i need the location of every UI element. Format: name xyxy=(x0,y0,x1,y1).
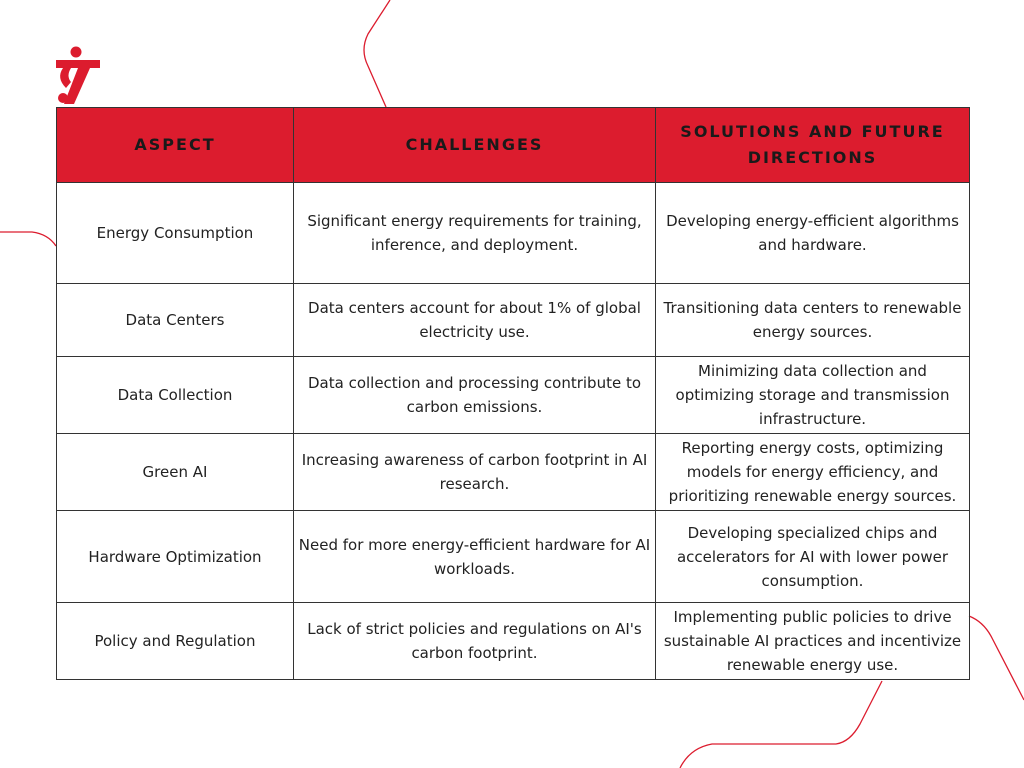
aspect-cell: Policy and Regulation xyxy=(57,603,294,680)
aspect-cell: Energy Consumption xyxy=(57,183,294,284)
carbon-footprint-table xyxy=(56,107,970,680)
table-row xyxy=(57,603,970,680)
challenge-cell: Lack of strict policies and regulations on AI's carbon footprint. xyxy=(294,603,656,680)
decor-line-left xyxy=(0,232,56,246)
table-header-row xyxy=(57,108,970,183)
aspect-cell: Hardware Optimization xyxy=(57,511,294,603)
column-header-solutions: SOLUTIONS AND FUTURE DIRECTIONS xyxy=(656,108,970,183)
column-header-aspect: ASPECT xyxy=(57,108,294,183)
challenge-cell: Data centers account for about 1% of global electricity use. xyxy=(294,284,656,357)
table-row xyxy=(57,284,970,357)
solution-cell: Reporting energy costs, optimizing models for energy efficiency, and prioritizing renewable energy sources. xyxy=(656,434,970,511)
table-row xyxy=(57,357,970,434)
challenge-cell: Significant energy requirements for training, inference, and deployment. xyxy=(294,183,656,284)
challenge-cell: Need for more energy-efficient hardware for AI workloads. xyxy=(294,511,656,603)
decor-line-top xyxy=(364,0,390,107)
brand-logo-icon xyxy=(54,46,104,106)
solution-cell: Minimizing data collection and optimizing storage and transmission infrastructure. xyxy=(656,357,970,434)
challenge-cell: Increasing awareness of carbon footprint in AI research. xyxy=(294,434,656,511)
column-header-challenges: CHALLENGES xyxy=(294,108,656,183)
solution-cell: Transitioning data centers to renewable energy sources. xyxy=(656,284,970,357)
decor-line-bottom xyxy=(680,681,882,768)
aspect-cell: Data Centers xyxy=(57,284,294,357)
solution-cell: Developing energy-efficient algorithms and hardware. xyxy=(656,183,970,284)
solution-cell: Developing specialized chips and accelerators for AI with lower power consumption. xyxy=(656,511,970,603)
table-row xyxy=(57,511,970,603)
aspect-cell: Data Collection xyxy=(57,357,294,434)
solution-cell: Implementing public policies to drive sustainable AI practices and incentivize renewable energy use. xyxy=(656,603,970,680)
challenge-cell: Data collection and processing contribute to carbon emissions. xyxy=(294,357,656,434)
table-row xyxy=(57,434,970,511)
table-row xyxy=(57,183,970,284)
decor-line-right xyxy=(969,616,1024,700)
aspect-cell: Green AI xyxy=(57,434,294,511)
